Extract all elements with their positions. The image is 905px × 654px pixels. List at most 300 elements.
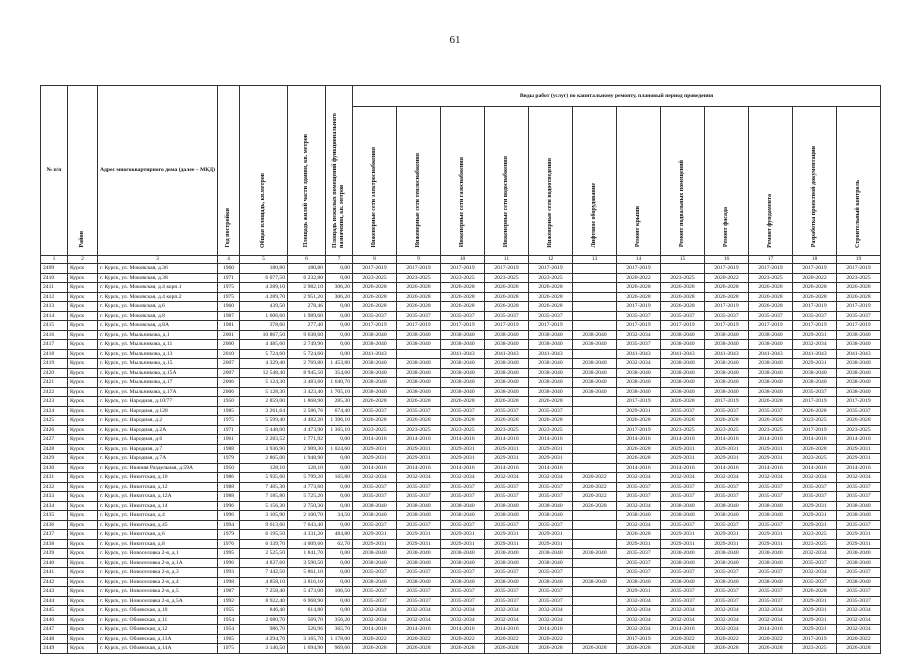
total-area-cell: 378,60	[240, 321, 288, 331]
work-period-cell: 2032-2034	[793, 473, 837, 483]
table-row	[41, 283, 881, 293]
work-period-cell: 2026-2028	[749, 397, 793, 407]
nonliving-area-cell: 0,00	[326, 549, 353, 559]
work-period-cell: 2017-2019	[617, 397, 661, 407]
year-cell: 1975	[218, 292, 240, 302]
work-period-cell: 2038-2040	[573, 387, 617, 397]
work-period-cell	[573, 264, 617, 274]
work-period-cell: 2029-2031	[837, 530, 881, 540]
work-period-cell: 2023-2025	[353, 425, 397, 435]
work-period-cell: 2029-2031	[837, 539, 881, 549]
work-period-cell: 2026-2028	[485, 292, 529, 302]
total-area-cell: 5 724,60	[240, 349, 288, 359]
work-period-cell: 2038-2040	[353, 368, 397, 378]
work-period-cell: 2035-2037	[661, 587, 705, 597]
nonliving-area-cell: 285,30	[326, 397, 353, 407]
work-period-cell: 2035-2037	[353, 596, 397, 606]
work-period-cell	[573, 302, 617, 312]
work-period-cell: 2014-2016	[353, 463, 397, 473]
row-number: 2437	[41, 530, 68, 540]
address-cell: г. Курск, ул. Мыльникова, д.17А	[98, 387, 218, 397]
work-period-cell: 2017-2019	[837, 321, 881, 331]
row-number: 2411	[41, 283, 68, 293]
work-period-cell: 2029-2031	[397, 444, 441, 454]
total-area-cell: 6 195,50	[240, 530, 288, 540]
work-period-cell: 2038-2040	[485, 340, 529, 350]
total-area-cell: 128,10	[240, 463, 288, 473]
work-period-cell: 2035-2037	[661, 406, 705, 416]
header-district: Район	[68, 86, 98, 256]
address-cell: г. Курск, ул. Народная, д.7	[98, 444, 218, 454]
work-period-cell: 2038-2040	[837, 577, 881, 587]
address-cell: г. Курск, ул. Нижняя Раздельная, д.59А	[98, 463, 218, 473]
year-cell: 1992	[218, 596, 240, 606]
nonliving-area-cell: 1 178,00	[326, 634, 353, 644]
work-period-cell: 2038-2040	[705, 558, 749, 568]
work-period-cell: 2038-2040	[749, 387, 793, 397]
year-cell: 1985	[218, 406, 240, 416]
address-cell: г. Курск, ул. Мыльникова, д.15А	[98, 368, 218, 378]
work-period-cell: 2023-2025	[793, 539, 837, 549]
header-work-type: Инженерные сети водоснабжения	[485, 107, 529, 256]
living-area-cell: 6 968,90	[288, 596, 326, 606]
total-area-cell: 7 185,80	[240, 492, 288, 502]
year-cell: 2006	[218, 378, 240, 388]
total-area-cell: 3 936,90	[240, 444, 288, 454]
district-cell: Курск	[68, 625, 98, 635]
work-period-cell: 2035-2037	[397, 520, 441, 530]
work-period-cell: 2023-2025	[661, 425, 705, 435]
table-row	[41, 387, 881, 397]
table-row	[41, 615, 881, 625]
work-period-cell: 2029-2031	[441, 539, 485, 549]
address-cell: г. Курск, ул. Моковская, д.38	[98, 273, 218, 283]
work-period-cell: 2014-2016	[749, 435, 793, 445]
work-period-cell: 2032-2034	[441, 606, 485, 616]
total-area-cell: 5 124,30	[240, 378, 288, 388]
total-area-cell: 180,80	[240, 264, 288, 274]
work-period-cell: 2041-2043	[353, 349, 397, 359]
district-cell: Курск	[68, 634, 98, 644]
district-cell: Курск	[68, 549, 98, 559]
total-area-cell: 7 442,50	[240, 568, 288, 578]
district-cell: Курск	[68, 302, 98, 312]
year-cell: 1981	[218, 321, 240, 331]
header-work-type: Ремонт крыши	[617, 107, 661, 256]
work-period-cell: 2035-2037	[397, 568, 441, 578]
total-area-cell: 2 283,52	[240, 435, 288, 445]
district-cell: Курск	[68, 292, 98, 302]
work-period-cell: 2038-2040	[397, 558, 441, 568]
work-period-cell: 2026-2028	[793, 406, 837, 416]
work-period-cell: 2035-2037	[793, 387, 837, 397]
table-row	[41, 273, 881, 283]
living-area-cell: 1 771,92	[288, 435, 326, 445]
work-period-cell: 2038-2040	[529, 359, 573, 369]
work-period-cell: 2035-2037	[661, 492, 705, 502]
year-cell: 1993	[218, 568, 240, 578]
row-number: 2444	[41, 596, 68, 606]
address-cell: г. Курск, ул. Новоселовка 2-я, д.3	[98, 568, 218, 578]
work-period-cell: 2038-2040	[661, 368, 705, 378]
district-cell: Курск	[68, 463, 98, 473]
living-area-cell: 277,40	[288, 321, 326, 331]
table-body	[41, 256, 881, 654]
work-period-cell: 2035-2037	[837, 520, 881, 530]
work-period-cell: 2038-2040	[441, 387, 485, 397]
work-period-cell: 2026-2028	[441, 416, 485, 426]
work-period-cell: 2035-2037	[837, 587, 881, 597]
living-area-cell: 1 989,60	[288, 311, 326, 321]
nonliving-area-cell: 0,00	[326, 302, 353, 312]
address-cell: г. Курск, ул. Моковская, д.36	[98, 264, 218, 274]
header-no: № п/п	[41, 86, 68, 256]
work-period-cell: 2035-2037	[837, 492, 881, 502]
work-period-cell: 2014-2016	[485, 463, 529, 473]
work-period-cell: 2017-2019	[353, 321, 397, 331]
work-period-cell: 2035-2037	[749, 568, 793, 578]
table-row	[41, 606, 881, 616]
total-area-cell: 6 077,50	[240, 273, 288, 283]
work-period-cell: 2020-2022	[353, 634, 397, 644]
work-period-cell: 2038-2040	[397, 368, 441, 378]
work-period-cell: 2035-2037	[793, 482, 837, 492]
work-period-cell	[573, 568, 617, 578]
work-period-cell: 2032-2034	[353, 606, 397, 616]
work-period-cell: 2035-2037	[441, 492, 485, 502]
total-area-cell: 2 859,00	[240, 397, 288, 407]
total-area-cell: 7 258,40	[240, 587, 288, 597]
work-period-cell: 2029-2031	[661, 539, 705, 549]
work-period-cell: 2038-2040	[661, 577, 705, 587]
total-area-cell: 10 867,50	[240, 330, 288, 340]
work-period-cell	[573, 311, 617, 321]
work-period-cell: 2029-2031	[661, 444, 705, 454]
work-period-cell	[573, 454, 617, 464]
district-cell: Курск	[68, 349, 98, 359]
work-period-cell: 2038-2040	[705, 378, 749, 388]
address-cell: г. Курск, ул. Мыльникова, д.1	[98, 330, 218, 340]
work-period-cell: 2038-2040	[705, 340, 749, 350]
total-area-cell: 5 128,30	[240, 387, 288, 397]
work-period-cell: 2014-2016	[617, 435, 661, 445]
nonliving-area-cell: 1 396,10	[326, 416, 353, 426]
work-period-cell: 2032-2034	[617, 615, 661, 625]
work-period-cell: 2020-2022	[485, 634, 529, 644]
row-number: 2422	[41, 387, 68, 397]
living-area-cell: 3 816,10	[288, 577, 326, 587]
work-period-cell: 2017-2019	[705, 264, 749, 274]
work-period-cell: 2020-2022	[705, 273, 749, 283]
work-period-cell: 2014-2016	[529, 463, 573, 473]
column-number: 4	[218, 256, 240, 264]
address-cell: г. Курск, ул. Никитская, д.10	[98, 473, 218, 483]
column-number: 8	[353, 256, 397, 264]
living-area-cell: 2 769,80	[288, 359, 326, 369]
district-cell: Курск	[68, 406, 98, 416]
work-period-cell: 2026-2028	[749, 283, 793, 293]
column-number: 13	[573, 256, 617, 264]
year-cell: 1994	[218, 520, 240, 530]
work-period-cell: 2038-2040	[353, 359, 397, 369]
work-period-cell: 2026-2028	[397, 292, 441, 302]
work-period-cell	[573, 520, 617, 530]
work-period-cell: 2029-2031	[749, 454, 793, 464]
district-cell: Курск	[68, 311, 98, 321]
work-period-cell: 2017-2019	[441, 264, 485, 274]
work-period-cell: 2020-2022	[793, 273, 837, 283]
address-cell: г. Курск, ул. Моковская, д.8А	[98, 321, 218, 331]
work-period-cell: 2038-2040	[529, 368, 573, 378]
work-period-cell: 2038-2040	[485, 549, 529, 559]
work-period-cell: 2035-2037	[485, 520, 529, 530]
total-area-cell: 439,50	[240, 302, 288, 312]
year-cell: 1986	[218, 473, 240, 483]
work-period-cell: 2035-2037	[485, 482, 529, 492]
work-period-cell: 2029-2031	[353, 539, 397, 549]
work-period-cell: 2026-2028	[353, 292, 397, 302]
work-period-cell: 2035-2037	[441, 311, 485, 321]
work-period-cell: 2020-2022	[661, 634, 705, 644]
column-number: 18	[793, 256, 837, 264]
district-cell: Курск	[68, 473, 98, 483]
work-period-cell: 2029-2031	[617, 587, 661, 597]
work-period-cell: 2038-2040	[441, 558, 485, 568]
address-cell: г. Курск, ул. Народная, д.2А	[98, 425, 218, 435]
table-row	[41, 625, 881, 635]
work-period-cell: 2026-2028	[441, 283, 485, 293]
work-period-cell: 2026-2028	[441, 302, 485, 312]
work-period-cell: 2038-2040	[529, 511, 573, 521]
work-period-cell: 2029-2031	[529, 454, 573, 464]
address-cell: г. Курск, ул. Никитская, д.8	[98, 539, 218, 549]
work-period-cell: 2038-2040	[397, 330, 441, 340]
work-period-cell: 2023-2025	[397, 273, 441, 283]
work-period-cell: 2038-2040	[705, 330, 749, 340]
work-period-cell: 2041-2043	[529, 349, 573, 359]
work-period-cell: 2038-2040	[661, 378, 705, 388]
work-period-cell: 2026-2028	[485, 416, 529, 426]
table-row	[41, 482, 881, 492]
work-period-cell: 2026-2028	[485, 283, 529, 293]
work-period-cell: 2035-2037	[353, 568, 397, 578]
work-period-cell: 2035-2037	[441, 587, 485, 597]
work-period-cell: 2026-2028	[397, 302, 441, 312]
address-cell: г. Курск, ул. Новоселовка 2-я, д.5	[98, 587, 218, 597]
work-period-cell: 2017-2019	[397, 264, 441, 274]
year-cell: 1979	[218, 454, 240, 464]
year-cell: 1979	[218, 530, 240, 540]
work-period-cell: 2014-2016	[793, 463, 837, 473]
row-number: 2448	[41, 634, 68, 644]
address-cell: г. Курск, ул. Моковская, д.6	[98, 302, 218, 312]
work-period-cell: 2032-2034	[617, 473, 661, 483]
page-number: 61	[449, 34, 461, 46]
living-area-cell: 4 482,20	[288, 416, 326, 426]
column-number: 16	[705, 256, 749, 264]
work-period-cell: 2026-2028	[793, 292, 837, 302]
district-cell: Курск	[68, 606, 98, 616]
work-period-cell	[573, 283, 617, 293]
nonliving-area-cell: 1 640,70	[326, 378, 353, 388]
row-number: 2412	[41, 292, 68, 302]
district-cell: Курск	[68, 454, 98, 464]
work-period-cell: 2017-2019	[793, 634, 837, 644]
work-period-cell: 2032-2034	[617, 359, 661, 369]
nonliving-area-cell: 0,00	[326, 482, 353, 492]
work-period-cell: 2038-2040	[617, 577, 661, 587]
work-period-cell: 2038-2040	[397, 340, 441, 350]
row-number: 2429	[41, 454, 68, 464]
work-period-cell: 2035-2037	[617, 340, 661, 350]
nonliving-area-cell: 0,00	[326, 501, 353, 511]
work-period-cell: 2035-2037	[749, 587, 793, 597]
header-work-type: Инженерные сети теплоснабжения	[397, 107, 441, 256]
total-area-cell: 9 613,60	[240, 520, 288, 530]
living-area-cell: 569,70	[288, 615, 326, 625]
work-period-cell: 2038-2040	[837, 368, 881, 378]
column-number: 2	[68, 256, 98, 264]
table-row	[41, 520, 881, 530]
work-period-cell: 2029-2031	[353, 530, 397, 540]
table-row	[41, 302, 881, 312]
work-period-cell: 2014-2016	[485, 435, 529, 445]
work-period-cell: 2038-2040	[573, 577, 617, 587]
work-period-cell: 2035-2037	[793, 492, 837, 502]
nonliving-area-cell: 0,00	[326, 577, 353, 587]
work-period-cell: 2026-2028	[749, 644, 793, 654]
work-period-cell: 2029-2031	[529, 444, 573, 454]
work-period-cell: 2017-2019	[837, 302, 881, 312]
work-period-cell: 2035-2037	[705, 587, 749, 597]
work-period-cell	[573, 292, 617, 302]
work-period-cell: 2032-2034	[617, 625, 661, 635]
row-number: 2414	[41, 311, 68, 321]
work-period-cell	[573, 625, 617, 635]
total-area-cell: 4 858,10	[240, 577, 288, 587]
work-period-cell: 2026-2028	[485, 302, 529, 312]
work-period-cell: 2038-2040	[749, 340, 793, 350]
address-cell: г. Курск, ул. Новоселовка 2-я, д.1	[98, 549, 218, 559]
year-cell: 1988	[218, 482, 240, 492]
work-period-cell: 2017-2019	[705, 302, 749, 312]
work-period-cell: 2023-2025	[793, 530, 837, 540]
work-period-cell: 2026-2028	[529, 283, 573, 293]
work-period-cell: 2038-2040	[837, 549, 881, 559]
work-period-cell: 2038-2040	[749, 330, 793, 340]
year-cell: 1954	[218, 615, 240, 625]
work-period-cell: 2017-2019	[529, 264, 573, 274]
living-area-cell: 4 773,60	[288, 482, 326, 492]
column-number: 1	[41, 256, 68, 264]
column-number: 17	[749, 256, 793, 264]
table-row	[41, 435, 881, 445]
column-number: 5	[240, 256, 288, 264]
work-period-cell: 2038-2040	[705, 501, 749, 511]
work-period-cell: 2014-2016	[661, 625, 705, 635]
work-period-cell: 2029-2031	[485, 444, 529, 454]
year-cell: 1988	[218, 444, 240, 454]
work-period-cell: 2035-2037	[529, 311, 573, 321]
work-period-cell: 2026-2028	[661, 283, 705, 293]
table-row	[41, 378, 881, 388]
work-period-cell: 2038-2040	[705, 511, 749, 521]
total-area-cell: 4 485,60	[240, 340, 288, 350]
row-number: 2441	[41, 568, 68, 578]
work-period-cell: 2026-2028	[353, 397, 397, 407]
work-period-cell: 2038-2040	[705, 549, 749, 559]
work-period-cell: 2032-2034	[793, 340, 837, 350]
work-period-cell: 2038-2040	[573, 378, 617, 388]
row-number: 2423	[41, 397, 68, 407]
work-period-cell: 2038-2040	[397, 387, 441, 397]
row-number: 2417	[41, 340, 68, 350]
work-period-cell: 2029-2031	[485, 454, 529, 464]
work-period-cell: 2038-2040	[485, 330, 529, 340]
work-period-cell: 2026-2028	[617, 530, 661, 540]
total-area-cell: 6 339,70	[240, 539, 288, 549]
work-period-cell	[573, 511, 617, 521]
work-period-cell: 2029-2031	[397, 539, 441, 549]
work-period-cell: 2038-2040	[353, 577, 397, 587]
work-period-cell: 2041-2043	[617, 349, 661, 359]
work-period-cell: 2038-2040	[485, 359, 529, 369]
nonliving-area-cell: 356,20	[326, 615, 353, 625]
work-period-cell: 2026-2028	[441, 644, 485, 654]
work-period-cell: 2026-2028	[485, 397, 529, 407]
work-period-cell: 2029-2031	[617, 406, 661, 416]
work-period-cell: 2035-2037	[661, 596, 705, 606]
work-period-cell: 2014-2016	[353, 625, 397, 635]
work-period-cell: 2026-2028	[617, 416, 661, 426]
total-area-cell: 7 405,30	[240, 482, 288, 492]
work-period-cell: 2032-2034	[529, 606, 573, 616]
work-period-cell: 2035-2037	[705, 492, 749, 502]
work-period-cell: 2035-2037	[837, 406, 881, 416]
work-period-cell: 2026-2028	[617, 444, 661, 454]
work-period-cell: 2023-2025	[661, 273, 705, 283]
nonliving-area-cell: 674,40	[326, 406, 353, 416]
header-works-title: Виды работ (услуг) по капитальному ремонту, плановый период проведения	[353, 86, 881, 107]
district-cell: Курск	[68, 587, 98, 597]
work-period-cell: 2017-2019	[353, 264, 397, 274]
work-period-cell: 2032-2034	[661, 615, 705, 625]
work-period-cell: 2017-2019	[441, 321, 485, 331]
district-cell: Курск	[68, 482, 98, 492]
work-period-cell: 2035-2037	[485, 492, 529, 502]
nonliving-area-cell: 306,20	[326, 283, 353, 293]
living-area-cell: 520,96	[288, 625, 326, 635]
work-period-cell: 2026-2028	[793, 283, 837, 293]
work-period-cell: 2032-2034	[749, 473, 793, 483]
work-period-cell: 2041-2043	[661, 349, 705, 359]
work-period-cell: 2038-2040	[529, 378, 573, 388]
work-period-cell: 2032-2034	[617, 606, 661, 616]
nonliving-area-cell: 0,00	[326, 311, 353, 321]
work-period-cell: 2032-2034	[749, 615, 793, 625]
row-number: 2432	[41, 482, 68, 492]
work-period-cell: 2026-2028	[573, 501, 617, 511]
header-address: Адрес многоквартирного дома (далее – МКД)	[98, 86, 218, 256]
address-cell: г. Курск, ул. Народная, д.128	[98, 406, 218, 416]
header-work-type: Инженерные сети электроснабжения	[353, 107, 397, 256]
work-period-cell: 2035-2037	[397, 311, 441, 321]
work-period-cell: 2035-2037	[441, 520, 485, 530]
work-period-cell: 2023-2025	[749, 425, 793, 435]
nonliving-area-cell: 0,00	[326, 520, 353, 530]
work-period-cell: 2035-2037	[397, 596, 441, 606]
header-work-type: Лифтовое оборудование	[573, 107, 617, 256]
